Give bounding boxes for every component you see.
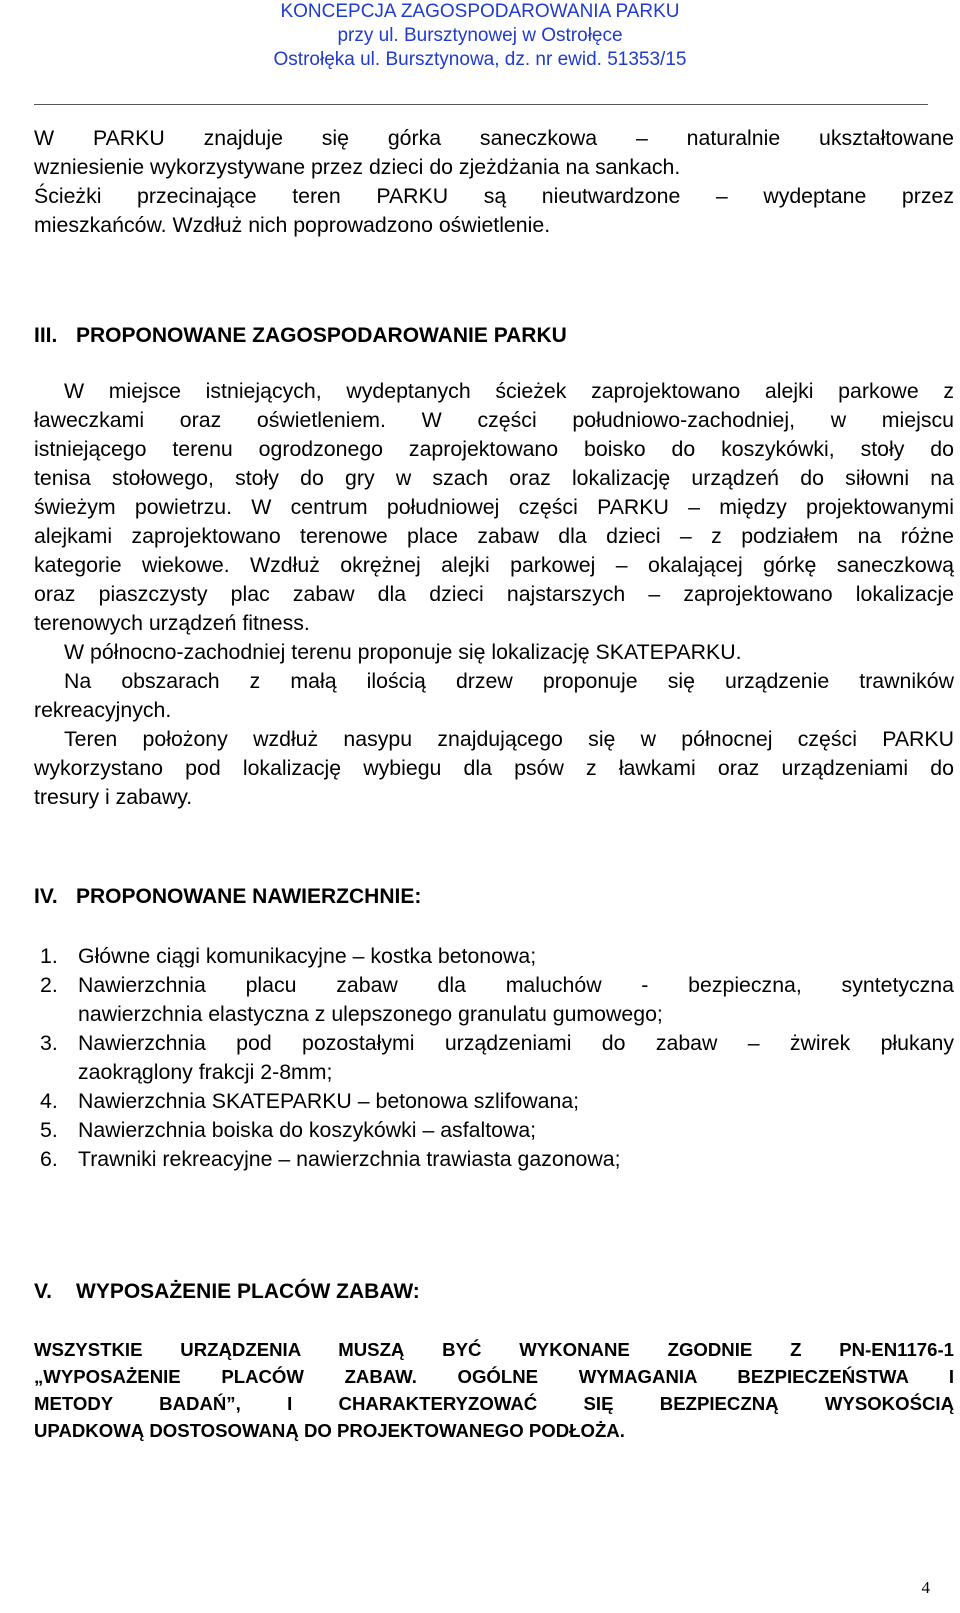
page-number: 4	[921, 1578, 930, 1597]
text-line: mieszkańców. Wzdłuż nich poprowadzono oświetlenie.	[34, 213, 551, 237]
text-line: tenisa stołowego, stoły do gry w szach oraz lokalizację urządzeń do siłowni na	[34, 466, 954, 490]
text-line: W miejsce istniejących, wydeptanych ścieżek zaprojektowano alejki parkowe z	[64, 379, 954, 403]
text-line: Teren położony wzdłuż nasypu znajdującego się w północnej części PARKU	[64, 727, 954, 751]
section-heading-v	[34, 1280, 420, 1304]
header-plot-number: Ostrołęka ul. Bursztynowa, dz. nr ewid. 51353/15	[273, 49, 687, 70]
text-line: rekreacyjnych.	[34, 698, 172, 722]
section-title: PROPONOWANE NAWIERZCHNIE:	[76, 885, 422, 908]
list-item	[40, 971, 954, 1029]
text-line: METODY BADAŃ”, I CHARAKTERYZOWAĆ SIĘ BEZPIECZNĄ WYSOKOŚCIĄ	[34, 1393, 954, 1414]
text-line: terenowych urządzeń fitness.	[34, 611, 310, 635]
text-line: Na obszarach z małą ilością drzew proponuje się urządzenie trawników	[64, 669, 954, 693]
list-item	[40, 1029, 954, 1087]
list-item-text: Nawierzchnia boiska do koszykówki – asfaltowa;	[78, 1118, 537, 1142]
list-item-text: Trawniki rekreacyjne – nawierzchnia trawiasta gazonowa;	[78, 1147, 621, 1171]
header-title: KONCEPCJA ZAGOSPODAROWANIA PARKU	[280, 1, 680, 22]
section-heading-iii	[34, 324, 567, 348]
list-item-text: zaokrąglony frakcji 2-8mm;	[78, 1060, 333, 1084]
text-line: wykorzystano pod lokalizację wybiegu dla psów z ławkami oraz urządzeniami do	[34, 756, 954, 780]
list-item-number: 4.	[40, 1089, 58, 1113]
text-line: tresury i zabawy.	[34, 785, 193, 809]
text-line: „WYPOSAŻENIE PLACÓW ZABAW. OGÓLNE WYMAGANIA BEZPIECZEŃSTWA I	[34, 1366, 954, 1387]
text-line: W PARKU znajduje się górka saneczkowa – naturalnie ukształtowane	[34, 126, 954, 150]
list-item-text: Nawierzchnia pod pozostałymi urządzeniami do zabaw – żwirek płukany	[78, 1031, 954, 1055]
text-line: WSZYSTKIE URZĄDZENIA MUSZĄ BYĆ WYKONANE ZGODNIE Z PN-EN1176-1	[34, 1339, 954, 1360]
intro-paragraph	[34, 124, 954, 240]
list-item	[40, 1145, 954, 1174]
section-v-body	[34, 1336, 954, 1444]
section-number: IV.	[34, 885, 58, 908]
list-item-number: 1.	[40, 944, 58, 968]
section-title: WYPOSAŻENIE PLACÓW ZABAW:	[76, 1280, 420, 1303]
list-item	[40, 1116, 954, 1145]
text-line: kategorie wiekowe. Wzdłuż okrężnej alejki parkowej – okalającej górkę saneczkową	[34, 553, 954, 577]
text-line: UPADKOWĄ DOSTOSOWANĄ DO PROJEKTOWANEGO PODŁOŻA.	[34, 1420, 625, 1441]
header-divider	[34, 104, 928, 105]
list-item-number: 3.	[40, 1031, 58, 1055]
list-item-text: Nawierzchnia SKATEPARKU – betonowa szlifowana;	[78, 1089, 580, 1113]
text-line: W północno-zachodniej terenu proponuje się lokalizację SKATEPARKU.	[64, 640, 742, 664]
text-line: oraz piaszczysty plac zabaw dla dzieci najstarszych – zaprojektowano lokalizacje	[34, 582, 954, 606]
section-heading-iv	[34, 885, 421, 909]
section-number: V.	[34, 1280, 52, 1303]
text-line: alejkami zaprojektowano terenowe place zabaw dla dzieci – z podziałem na różne	[34, 524, 954, 548]
list-item	[40, 1087, 954, 1116]
section-iii-body	[34, 377, 954, 812]
list-item-number: 5.	[40, 1118, 58, 1142]
surfaces-list	[40, 942, 954, 1174]
list-item-text: nawierzchnia elastyczna z ulepszonego granulatu gumowego;	[78, 1002, 663, 1026]
page-header	[0, 0, 960, 72]
text-line: wzniesienie wykorzystywane przez dzieci do zjeżdżania na sankach.	[34, 155, 681, 179]
text-line: Ścieżki przecinające teren PARKU są nieutwardzone – wydeptane przez	[34, 184, 954, 208]
section-title: PROPONOWANE ZAGOSPODAROWANIE PARKU	[76, 324, 567, 347]
list-item-number: 2.	[40, 973, 58, 997]
text-line: istniejącego terenu ogrodzonego zaprojektowano boisko do koszykówki, stoły do	[34, 437, 954, 461]
list-item	[40, 942, 954, 971]
section-number: III.	[34, 324, 58, 347]
list-item-number: 6.	[40, 1147, 58, 1171]
text-line: ławeczkami oraz oświetleniem. W części południowo-zachodniej, w miejscu	[34, 408, 954, 432]
list-item-text: Główne ciągi komunikacyjne – kostka betonowa;	[78, 944, 537, 968]
list-item-text: Nawierzchnia placu zabaw dla maluchów - bezpieczna, syntetyczna	[78, 973, 954, 997]
text-line: świeżym powietrzu. W centrum południowej części PARKU – między projektowanymi	[34, 495, 954, 519]
header-address: przy ul. Bursztynowej w Ostrołęce	[337, 25, 623, 46]
